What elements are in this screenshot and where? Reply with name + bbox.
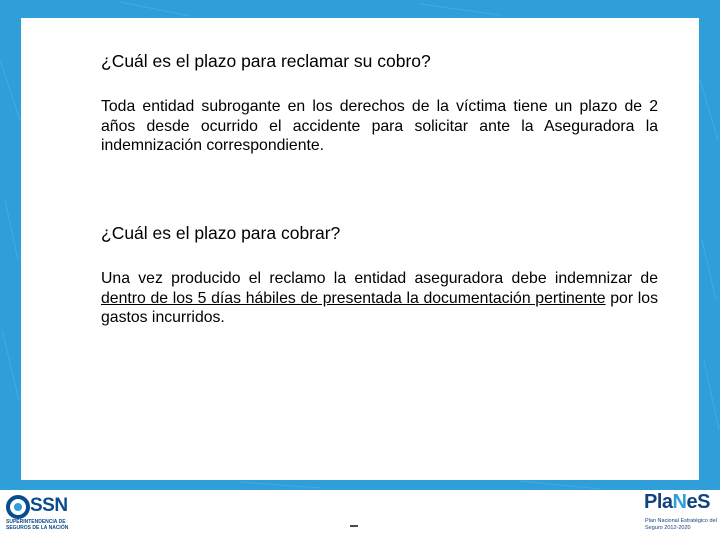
slide-content-area — [21, 18, 699, 480]
ssn-subtitle: SUPERINTENDENCIA DE SEGUROS DE LA NACIÓN — [6, 519, 69, 531]
heading-payment-period-text: ¿Cuál es el plazo para cobrar? — [101, 223, 341, 243]
planes-logo-text — [644, 491, 710, 514]
paragraph-payment-end: por los gastos incurridos. — [101, 289, 658, 326]
ssn-logo-text: SSN — [30, 495, 68, 516]
paragraph-payment-intro: Una vez producido el reclamo la entidad aseguradora debe indemnizar de — [101, 270, 658, 287]
paragraph-payment-underlined: dentro de los 5 días hábiles de presentada la documentación pertinente — [101, 289, 606, 307]
planes-subtitle: Plan Nacional Estratégico del Seguro 2012-2020 — [645, 518, 717, 531]
heading-claim-period: ¿Cuál es el plazo para reclamar su cobro? — [101, 51, 431, 71]
planes-logo-part2: N — [672, 491, 687, 513]
planes-logo-part3: eS — [686, 491, 710, 513]
paragraph-payment-period — [101, 269, 658, 328]
heading-payment-period — [101, 223, 340, 244]
footer-bar — [0, 490, 720, 540]
paragraph-claim-period: Toda entidad subrogante en los derechos de la víctima tiene un plazo de 2 años desde ocurrido el accidente para solicitar ante la Aseguradora la indemnización correspondiente. — [101, 98, 658, 154]
footer-divider-mark — [350, 525, 358, 527]
planes-logo-part1: Pla — [644, 491, 673, 513]
